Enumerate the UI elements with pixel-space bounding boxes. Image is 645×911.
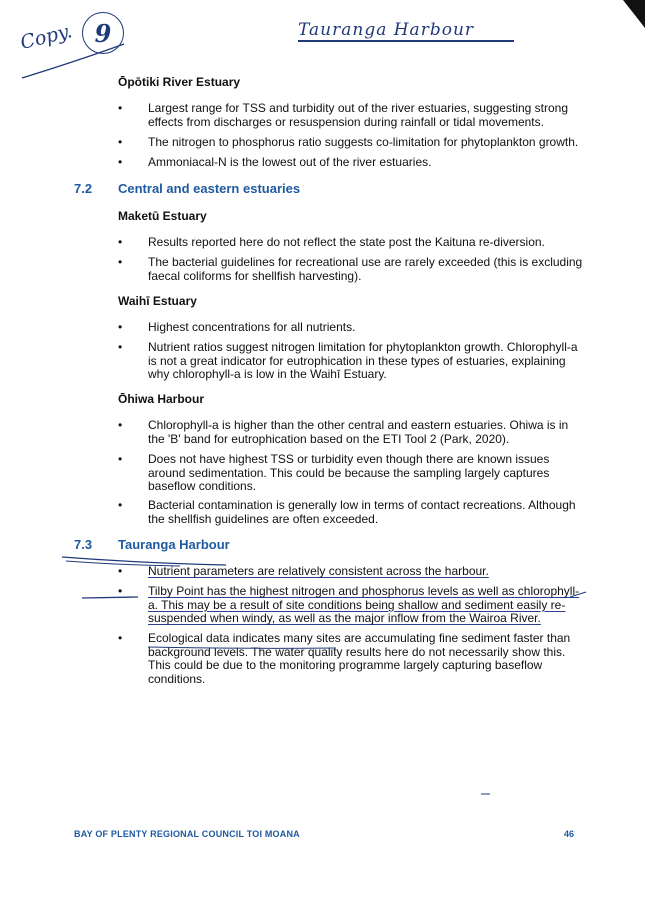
handwritten-title-underline <box>298 40 514 42</box>
handwritten-underline-ecological <box>146 643 346 651</box>
bullet-dot: • <box>118 101 123 115</box>
handwritten-circled-number: 9 <box>82 12 124 54</box>
stray-pen-mark <box>480 792 492 796</box>
footer-page-number: 46 <box>564 829 575 839</box>
bullet-dot: • <box>118 235 123 249</box>
handwritten-copy-note: Copy. <box>18 19 75 55</box>
document-page: Copy. 9 Tauranga Harbour Ōpōtiki River Estuary • Largest range for TSS and turbidity out of the river estuaries, suggesting strong effects from discharges or resuspension during rainfall or tidal movements. • The nitrogen to phosphorus ratio suggests co-limitation for phytoplankton growth. • Ammoniacal-N is the lowest out of the river estuaries. 7.2 Central and eastern estuaries Maketū Estuary • Results reported here do not reflect the state post the Kaituna re-diversion. • The bacterial guidelines for recreational use are rarely exceeded (this is excluding faecal coliforms for shellfish harvesting). Waihī Estuary • Highest concentrations for all nutrients. • Nutrient ratios suggest nitrogen limitation for phytoplankton growth. Chlorophyll-a is not a great indicator for eutrophication in these types of estuaries, explaining why chlorophyll-a is low in the Waihī Estuary. Ōhiwa Harbour • Chlorophyll-a is higher than the other central and eastern estuaries. Ohiwa is in the 'B' band for eutrophication based on the ETI Tool 2 (Park, 2020). • Does not have highest TSS or turbidity even though there are known issues around sedimentation. This could be because the sampling largely captures baseflow conditions. • Bacterial contamination is generally low in terms of contact recreations. Although the shellfish guidelines are often exceeded. 7.3 Tauranga Harbour • Nutrient parameters are relatively consistent across the harbour. • Tilby Point has the highest nitrogen and phosphorus levels as well as chlorophyll-a. This may be a result of site conditions being shallow and sediment easily re-suspended when windy, as well as the major inflow from the Wairoa River. • Ecological data indicates many sites are accumulating fine sediment faster than background levels. The water quality results here do not necessarily show this. This could be due to the monitoring programme largely capturing baseflow conditions. BAY OF PLENTY REGIONAL COUNCIL TOI MOANA 46 <box>0 0 645 911</box>
opotiki-heading: Ōpōtiki River Estuary <box>118 75 241 89</box>
ohiwa-heading: Ōhiwa Harbour <box>118 392 205 406</box>
section-title-7-2: Central and eastern estuaries <box>118 181 301 196</box>
section-number-7-3: 7.3 <box>74 537 93 552</box>
bullet-dot: • <box>118 631 123 645</box>
maketu-heading: Maketū Estuary <box>118 209 207 223</box>
handwritten-title: Tauranga Harbour <box>298 20 475 40</box>
scan-corner-shadow <box>605 0 645 40</box>
section-title-7-3: Tauranga Harbour <box>118 537 230 552</box>
bullet-dot: • <box>118 340 123 354</box>
footer-organisation: BAY OF PLENTY REGIONAL COUNCIL TOI MOANA <box>74 829 300 839</box>
bullet-dot: • <box>118 418 123 432</box>
bullet-dot: • <box>118 155 123 169</box>
bullet-dot: • <box>118 498 123 512</box>
bullet-dot: • <box>118 320 123 334</box>
bullet-dot: • <box>118 564 123 578</box>
bullet-dot: • <box>118 452 123 466</box>
bullet-dot: • <box>118 135 123 149</box>
waihi-heading: Waihī Estuary <box>118 294 197 308</box>
bullet-dot: • <box>118 255 123 269</box>
bullet-dot: • <box>118 584 123 598</box>
section-number-7-2: 7.2 <box>74 181 93 196</box>
